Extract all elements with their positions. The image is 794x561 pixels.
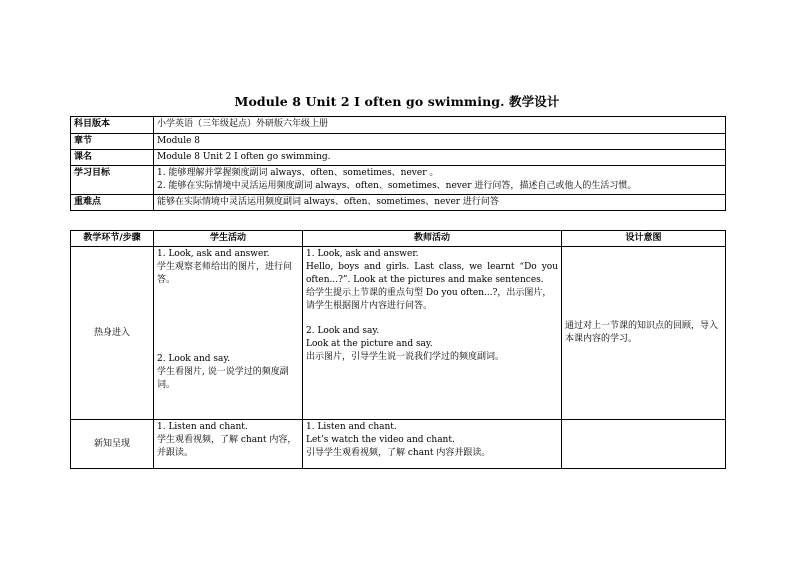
- info-key: 章节: [71, 134, 154, 150]
- header-design: 设计意图: [562, 231, 726, 247]
- info-key: 课名: [71, 150, 154, 166]
- objective-line: 2. 能够在实际情境中灵活运用频度副词 always、often、sometimes、never 进行问答，描述自己或他人的生活习惯。: [157, 181, 637, 191]
- lesson-table-header: [71, 231, 726, 247]
- info-value: Module 8 Unit 2 I often go swimming.: [154, 150, 726, 166]
- activity-line: 2. Look and say.: [306, 326, 380, 336]
- activity-line: 学生观看视频，了解 chant 内容，并跟读。: [157, 435, 297, 458]
- info-key: 学习目标: [71, 166, 154, 195]
- info-value: 能够在实际情境中灵活运用频度副词 always、often、sometimes、never 进行问答: [154, 195, 726, 211]
- step-cell: 热身进入: [71, 247, 154, 420]
- info-row-lesson: [71, 150, 726, 166]
- objective-line: 1. 能够理解并掌握频度副词 always、often、sometimes、never 。: [157, 168, 439, 178]
- info-row-objectives: [71, 166, 726, 195]
- info-key: 科目版本: [71, 117, 154, 134]
- activity-line: 出示图片，引导学生说一说我们学过的频度副词。: [306, 352, 505, 362]
- info-value: [154, 166, 726, 195]
- activity-line: 1. Listen and chant.: [157, 422, 248, 432]
- activity-line: 1. Look, ask and answer.: [157, 249, 270, 259]
- teacher-activity: [303, 420, 562, 469]
- teacher-activity: [303, 247, 562, 420]
- document-title: Module 8 Unit 2 I often go swimming. 教学设计: [234, 94, 560, 109]
- header-student: 学生活动: [154, 231, 303, 247]
- design-intent: [562, 420, 726, 469]
- student-activity: [154, 247, 303, 420]
- header-teacher: 教师活动: [303, 231, 562, 247]
- info-row-subject: [71, 117, 726, 134]
- student-activity: [154, 420, 303, 469]
- activity-line: 学生观察老师给出的图片，进行问答。: [157, 262, 293, 285]
- activity-line: 学生看图片, 说一说学过的频度副词。: [157, 367, 289, 390]
- table-row: [71, 420, 726, 469]
- info-key: 重难点: [71, 195, 154, 211]
- info-value: 小学英语（三年级起点）外研版六年级上册: [154, 117, 726, 134]
- info-value: Module 8: [154, 134, 726, 150]
- spacer: [306, 313, 558, 325]
- activity-line: Look at the picture and say.: [306, 339, 433, 349]
- activity-line: Let’s watch the video and chant.: [306, 435, 455, 445]
- header-step: 教学环节/步骤: [71, 231, 154, 247]
- spacer: [157, 287, 299, 353]
- info-row-keypoints: [71, 195, 726, 211]
- design-intent: 通过对上一节课的知识点的回顾，导入本课内容的学习。: [562, 247, 726, 420]
- activity-line: 1. Listen and chant.: [306, 422, 397, 432]
- info-table: [70, 116, 726, 211]
- activity-line: 给学生提示上节课的重点句型 Do you often...?，出示图片，请学生根据图片内容进行问答。: [306, 288, 552, 311]
- activity-line: 1. Look, ask and answer.: [306, 249, 419, 259]
- activity-line: 引导学生观看视频，了解 chant 内容并跟读。: [306, 448, 491, 458]
- activity-line: Hello, boys and girls. Last class, we learnt “Do you often...?”. Look at the pictures and make sentences.: [306, 262, 558, 285]
- step-cell: 新知呈现: [71, 420, 154, 469]
- table-row: [71, 247, 726, 420]
- lesson-table: [70, 230, 726, 469]
- activity-line: 2. Look and say.: [157, 354, 231, 364]
- info-row-chapter: [71, 134, 726, 150]
